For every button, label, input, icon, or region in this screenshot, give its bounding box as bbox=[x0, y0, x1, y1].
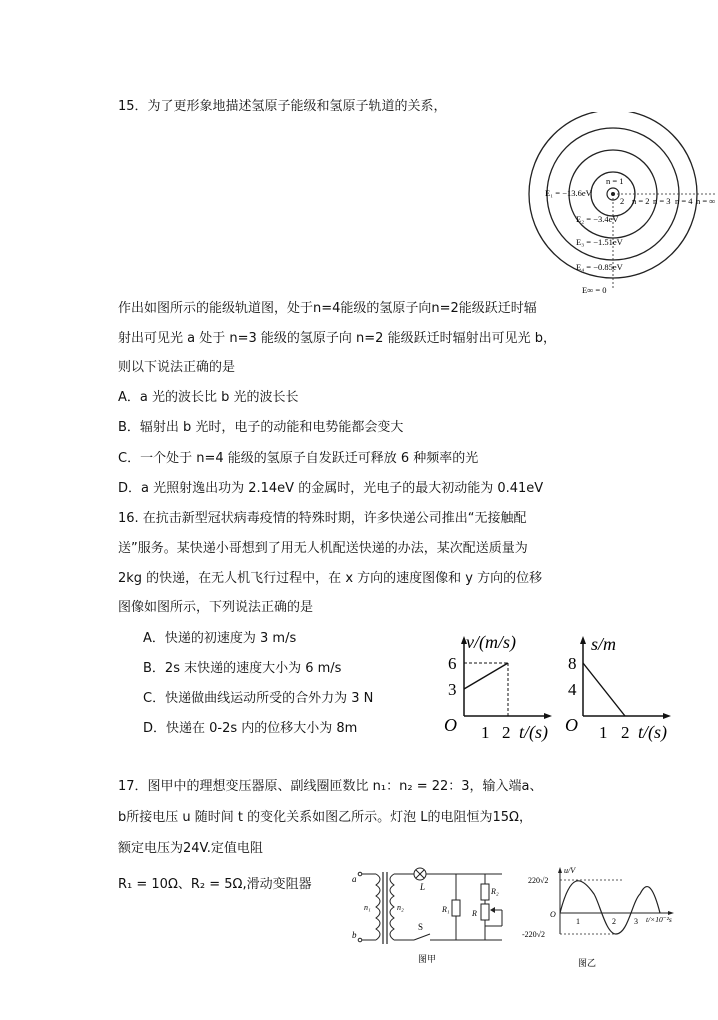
st-origin: O bbox=[565, 715, 578, 735]
q16-line1: 16. 在抗击新型冠状病毒疫情的特殊时期，许多快递公司推出“无接触配 bbox=[118, 511, 527, 526]
velocity-time-graph bbox=[440, 630, 565, 748]
q16-option-b: B．2s 末快递的速度大小为 6 m/s bbox=[143, 661, 342, 676]
voltage-time-graph bbox=[520, 862, 695, 972]
vt-xlabel: t/(s) bbox=[519, 722, 548, 742]
q17-line2: b所接电压 u 随时间 t 的变化关系如图乙所示。灯泡 L的电阻恒为15Ω， bbox=[118, 810, 532, 825]
st-xtick-2: 2 bbox=[621, 723, 630, 742]
label-r2: R₂ bbox=[491, 887, 499, 896]
level-e2: E₂ = −3.4eV bbox=[576, 214, 619, 224]
ut-xlabel: t/×10⁻²s bbox=[646, 915, 672, 924]
label-switch: S bbox=[418, 922, 424, 932]
ut-ylabel: u/V bbox=[564, 866, 576, 875]
q16-option-c: C．快递做曲线运动所受的合外力为 3 N bbox=[143, 691, 374, 706]
vt-origin: O bbox=[444, 715, 457, 735]
label-r: R bbox=[472, 909, 477, 918]
ut-ytop: 220√2 bbox=[528, 876, 549, 885]
level-e1: E₁ = −13.6eV bbox=[545, 188, 592, 198]
label-a: a bbox=[352, 874, 357, 884]
q17-line1: 17．图甲中的理想变压器原、副线圈匝数比 n₁：n₂ = 22：3，输入端a、 bbox=[118, 779, 543, 794]
fig-a-caption: 图甲 bbox=[418, 954, 437, 964]
q16-option-a: A．快递的初速度为 3 m/s bbox=[143, 631, 297, 646]
label-b: b bbox=[352, 930, 357, 940]
q15-line4: 则以下说法正确的是 bbox=[118, 360, 236, 375]
q16-line3: 2kg 的快递，在无人机飞行过程中，在 x 方向的速度图像和 y 方向的位移 bbox=[118, 571, 543, 586]
n-label-2a: 2 bbox=[620, 196, 625, 206]
q17-line4: R₁ = 10Ω、R₂ = 5Ω,滑动变阻器 bbox=[118, 877, 312, 892]
q15-option-d: D．a 光照射逸出功为 2.14eV 的金属时，光电子的最大初动能为 0.41eV bbox=[118, 481, 544, 496]
q17-line3: 额定电压为24V.定值电阻 bbox=[118, 841, 263, 856]
q16-line4: 图像如图所示，下列说法正确的是 bbox=[118, 600, 314, 615]
st-ytick-4: 4 bbox=[568, 680, 577, 699]
ut-xtick-3: 3 bbox=[634, 917, 638, 926]
n-label-3: n = 3 bbox=[653, 196, 671, 206]
q16-line2: 送”服务。某快递小哥想到了用无人机配送快递的办法，某次配送质量为 bbox=[118, 541, 528, 556]
n-label-1: n = 1 bbox=[606, 176, 624, 186]
fig-b-caption: 图乙 bbox=[578, 958, 597, 968]
vt-ytick-3: 3 bbox=[448, 680, 457, 699]
n-label-4: n = 4 bbox=[675, 196, 693, 206]
ut-xtick-1: 1 bbox=[576, 917, 580, 926]
label-n2: n₂ bbox=[397, 903, 404, 912]
level-einf: E∞ = 0 bbox=[582, 285, 607, 295]
q15-option-b: B．辐射出 b 光时，电子的动能和电势能都会变大 bbox=[118, 420, 404, 435]
q15-line2: 作出如图所示的能级轨道图，处于n=4能级的氢原子向n=2能级跃迁时辐 bbox=[118, 301, 537, 316]
st-xlabel: t/(s) bbox=[638, 722, 667, 742]
ut-origin: O bbox=[550, 910, 556, 919]
q16-option-d: D．快递在 0-2s 内的位移大小为 8m bbox=[143, 721, 358, 736]
ut-xtick-2: 2 bbox=[612, 917, 616, 926]
q15-intro: 15．为了更形象地描述氢原子能级和氢原子轨道的关系， bbox=[118, 99, 447, 114]
n-label-2: n = 2 bbox=[632, 196, 650, 206]
ut-ybot: -220√2 bbox=[522, 930, 546, 939]
vt-ytick-6: 6 bbox=[448, 654, 457, 673]
st-xtick-1: 1 bbox=[599, 723, 608, 742]
st-ytick-8: 8 bbox=[568, 654, 577, 673]
n-label-inf: n = ∞ bbox=[696, 196, 716, 206]
level-e3: E₃ = −1.51eV bbox=[576, 237, 623, 247]
vt-xtick-2: 2 bbox=[502, 723, 511, 742]
label-lamp: L bbox=[420, 882, 426, 892]
q15-line3: 射出可见光 a 处于 n=3 能级的氢原子向 n=2 能级跃迁时辐射出可见光 b， bbox=[118, 331, 556, 346]
vt-xtick-1: 1 bbox=[481, 723, 490, 742]
q15-option-a: A．a 光的波长比 b 光的波长长 bbox=[118, 390, 299, 405]
label-r1: R₁ bbox=[442, 905, 450, 914]
st-ylabel: s/m bbox=[591, 634, 617, 654]
vt-ylabel: v/(m/s) bbox=[466, 632, 516, 652]
level-e4: E₄ = −0.85eV bbox=[576, 262, 623, 272]
energy-level-orbit-diagram bbox=[510, 112, 718, 300]
displacement-time-graph bbox=[565, 630, 690, 748]
q15-option-c: C．一个处于 n=4 能级的氢原子自发跃迁可释放 6 种频率的光 bbox=[118, 451, 479, 466]
label-n1: n₁ bbox=[364, 903, 371, 912]
transformer-circuit-diagram bbox=[340, 862, 520, 967]
